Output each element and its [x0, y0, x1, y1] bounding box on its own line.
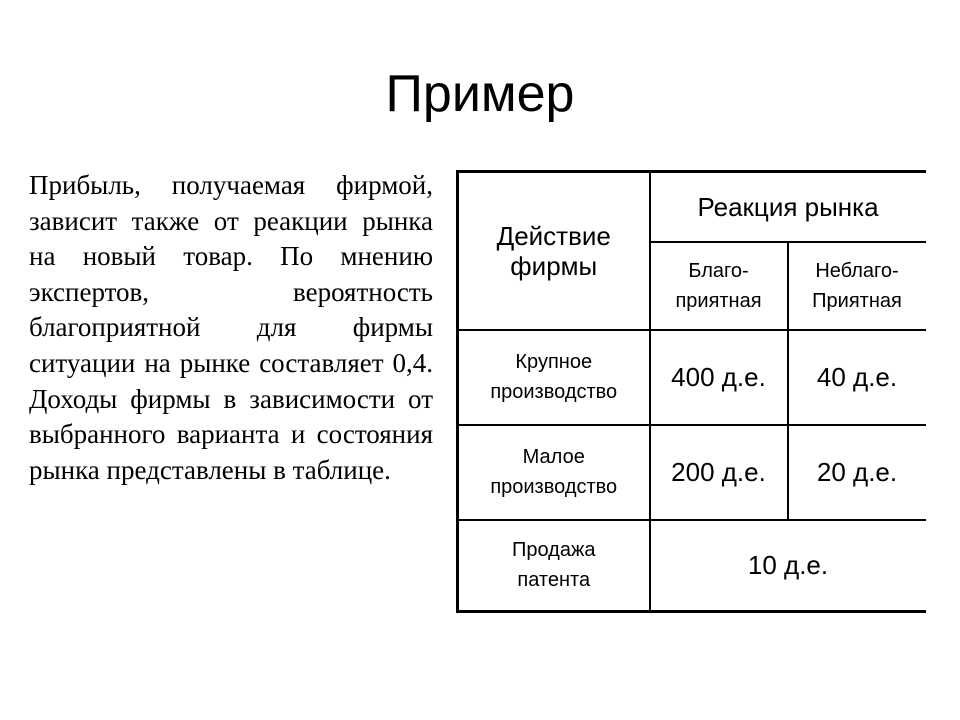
cell-patent-value — [650, 520, 926, 612]
cell-large-favorable — [650, 330, 788, 425]
cell-value: 200 д.е. — [671, 457, 766, 487]
cell-value: 40 д.е. — [816, 362, 898, 392]
row-label-patent-sale — [458, 520, 650, 612]
row-label: Продажа патента — [512, 539, 596, 592]
cell-large-unfavorable — [788, 330, 926, 425]
header-unfavorable — [788, 242, 926, 330]
header-favorable-label: Благо-приятная — [675, 259, 762, 312]
header-market-reaction-label: Реакция рынка — [697, 191, 879, 222]
cell-value: 10 д.е. — [747, 550, 829, 581]
cell-small-unfavorable — [788, 425, 926, 520]
cell-value: 400 д.е. — [671, 362, 766, 392]
row-label: Малое производство — [490, 446, 618, 498]
header-market-reaction — [650, 172, 926, 242]
header-firm-action — [458, 172, 650, 330]
header-favorable — [650, 242, 788, 330]
cell-value: 20 д.е. — [816, 457, 898, 487]
income-table — [456, 170, 926, 613]
row-label: Крупное производство — [490, 351, 618, 403]
row-label-small-production — [458, 425, 650, 520]
header-unfavorable-label: Неблаго-Приятная — [812, 259, 902, 312]
slide-title: Пример — [385, 65, 575, 123]
description-paragraph: Прибыль, получаемая фирмой, зависит также от реакции рынка на новый товар. По мнению экспертов, вероятность благоприятной для фирмы ситуации на рынке составляет 0,4. Доходы фирмы в зависимости от выбранного варианта и состояния рынка представлены в таблице. — [29, 170, 433, 485]
header-firm-action-label: Действие фирмы — [496, 220, 611, 281]
cell-small-favorable — [650, 425, 788, 520]
row-label-large-production — [458, 330, 650, 425]
